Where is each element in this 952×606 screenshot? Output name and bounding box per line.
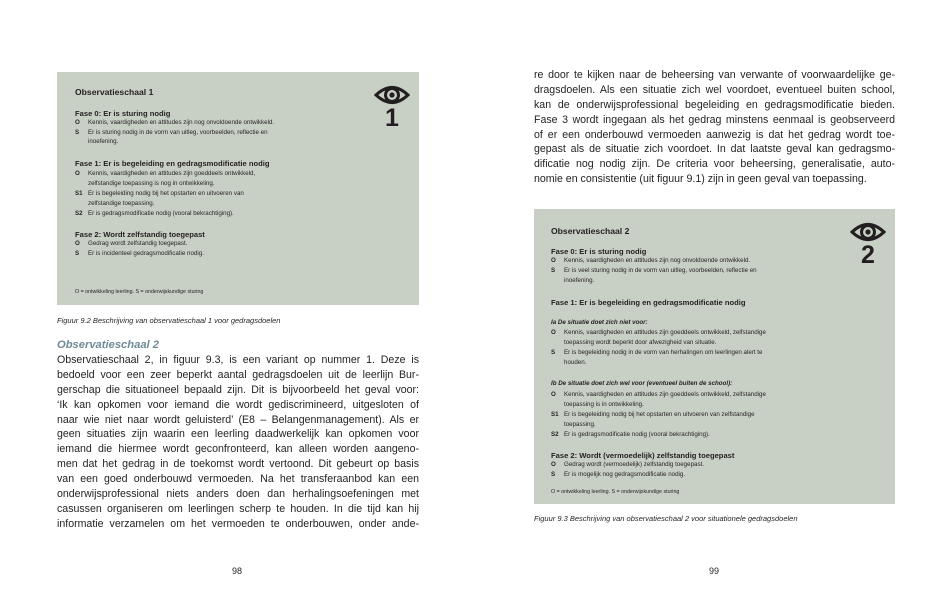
section-heading: Fase 1: Er is begeleiding en gedragsmodificatie nodig xyxy=(75,159,270,168)
list-item: S Er is incidenteel gedragsmodificatie nodig. xyxy=(75,250,204,257)
badge-number: 2 xyxy=(861,241,875,269)
list-item: S Er is begeleiding nodig in de vorm van herhalingen om leerlingen alert te houden. xyxy=(551,349,763,366)
subsection-heading: Ib De situatie doet zich wel voor (eventueel buiten de school): xyxy=(551,380,733,387)
section-heading: Fase 2: Wordt zelfstandig toegepast xyxy=(75,230,205,239)
list-item: O Kennis, vaardigheden en attitudes zijn goeddeels ontwikkeld, zelfstandige toepassing wordt beperkt door afwezigheid van situatie. xyxy=(551,329,766,346)
badge-number: 1 xyxy=(385,104,399,132)
section-heading: Fase 2: Wordt (vermoedelijk) zelfstandig toegepast xyxy=(551,451,735,460)
box-title: Observatieschaal 1 xyxy=(75,87,154,97)
list-item: S1 Er is begeleiding nodig bij het opstarten en uitvoeren van zelfstandige toepassing. xyxy=(75,190,244,207)
page-number: 98 xyxy=(232,566,243,576)
subsection-heading: Ia De situatie doet zich niet voor: xyxy=(551,319,648,326)
list-item: O Kennis, vaardigheden en attitudes zijn goeddeels ontwikkeld, zelfstandige toepassing is nog in ontwikkeling. xyxy=(75,170,256,187)
box-legend: O = ontwikkeling leerling. S = onderwijskundige sturing xyxy=(551,489,680,495)
list-item: S1 Er is begeleiding nodig bij het opstarten en uitvoeren van zelfstandige toepassing. xyxy=(551,411,755,428)
section-subheading: Observatieschaal 2 xyxy=(57,339,159,351)
figure-caption: Figuur 9.3 Beschrijving van observatieschaal 2 voor situationele gedragsdoelen xyxy=(534,514,798,523)
list-item: O Gedrag wordt zelfstandig toegepast. xyxy=(75,240,188,247)
box-title: Observatieschaal 2 xyxy=(551,226,630,236)
figure-caption: Figuur 9.2 Beschrijving van observatieschaal 1 voor gedragsdoelen xyxy=(57,316,281,325)
list-item: S Er is mogelijk nog gedragsmodificatie nodig. xyxy=(551,471,686,478)
observatieschaal-1-box xyxy=(57,72,419,305)
list-item: S Er is veel sturing nodig in de vorm van uitleg, voorbeelden, reflectie en inoefening. xyxy=(551,267,757,284)
list-item: O Kennis, vaardigheden en attitudes zijn nog onvoldoende ontwikkeld. xyxy=(75,119,275,126)
section-heading: Fase 0: Er is sturing nodig xyxy=(75,109,171,118)
list-item: O Gedrag wordt (vermoedelijk) zelfstandig toegepast. xyxy=(551,461,704,468)
list-item: S2 Er is gedragsmodificatie nodig (vooral bekrachtiging). xyxy=(75,210,234,217)
list-item: S Er is sturing nodig in de vorm van uitleg, voorbeelden, reflectie en inoefening. xyxy=(75,128,268,145)
section-heading: Fase 1: Er is begeleiding en gedragsmodificatie nodig xyxy=(551,298,746,307)
body-text: re door te kijken naar de beheersing van verwante of voorwaardelijke ge- dragsdoelen. Als een situatie zich wel voordoet, eventueel buiten school, kan de onderwijsprofessional begeleiding en gedragsmodificatie bieden. Fase 3 wordt ingegaan als het gedrag minstens eenmaal is geobserveerd of er een onderbouwd vermoeden aanwezig is dat het gedrag wordt toe- gepast als de situatie zich voordoet. In dat laatste geval kan gedragsmo- dificatie nog nodig zijn. De criteria voor beheersing, generalisatie, auto- nomie en consistentie (uit figuur 9.1) zijn in geen geval van toepassing. xyxy=(534,69,895,186)
list-item: O Kennis, vaardigheden en attitudes zijn nog onvoldoende ontwikkeld. xyxy=(551,257,751,264)
observatieschaal-2-box xyxy=(534,209,895,504)
body-text: Observatieschaal 2, in figuur 9.3, is een variant op nummer 1. Deze is bedoeld voor een zeer beperkt aantal gedragsdoelen uit de leerlijn Bur- gerschap die situationeel bepaald zijn. Dit is bijvoorbeeld het geval voor: ‘Ik kan opkomen voor iemand die wordt gediscrimineerd, uitgesloten of naar wie niet naar wordt geluisterd’ (E8 – Belangenmanagement). Als er geen situaties zijn waarin een leerling daadwerkelijk kan opkomen voor iemand die hiermee wordt geconfronteerd, kan alleen worden aangeno- men dat het gedrag in de toekomst wordt vertoond. Dit gebeurt op basis van een goed onderbouwd vermoeden. Na het transferaanbod kan een onderwijsprofessional niets anders doen dan herhalingsoefeningen met casussen organiseren om leerlingen scherp te houden. In die tijd kan hij informatie verzamelen om het vermoeden te onderbouwen, onder ande- xyxy=(57,354,419,530)
section-heading: Fase 0: Er is sturing nodig xyxy=(551,247,647,256)
list-item: S2 Er is gedragsmodificatie nodig (vooral bekrachtiging). xyxy=(551,431,710,438)
page-number: 99 xyxy=(709,566,720,576)
list-item: O Kennis, vaardigheden en attitudes zijn goeddeels ontwikkeld, zelfstandige toepassing is in ontwikkeling. xyxy=(551,391,766,408)
box-legend: O = ontwikkeling leerling. S = onderwijskundige sturing xyxy=(75,289,204,295)
